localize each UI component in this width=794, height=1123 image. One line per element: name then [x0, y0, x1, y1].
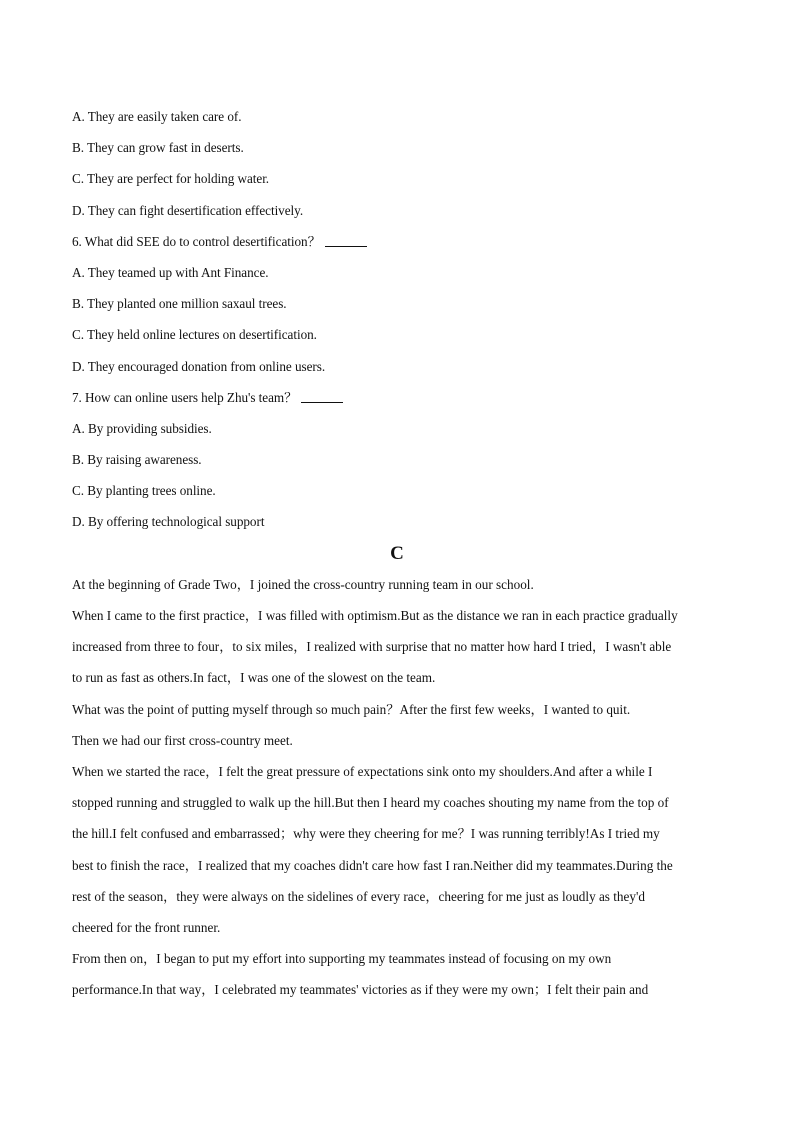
section-c-title: C [390, 542, 404, 564]
q7-option-b: B. By raising awareness. [72, 452, 202, 468]
passage-line: rest of the season，they were always on the sidelines of every race，cheering for me just as loudly as they'd [72, 888, 645, 904]
q7-option-c: C. By planting trees online. [72, 483, 216, 499]
passage-line: the hill.I felt confused and embarrassed；why were they cheering for me？I was running terribly!As I tried my [72, 826, 660, 842]
q6-question-text: 6. What did SEE do to control desertification？ [72, 233, 321, 249]
passage-line: When we started the race，I felt the great pressure of expectations sink onto my shoulders.And after a while I [72, 763, 653, 779]
q6-option-d: D. They encouraged donation from online users. [72, 358, 326, 374]
q6-option-b: B. They planted one million saxaul trees. [72, 296, 287, 312]
q7-question [72, 382, 722, 413]
q5-option-b: B. They can grow fast in deserts. [72, 140, 244, 156]
passage-line: cheered for the front runner. [72, 919, 221, 935]
passage-line: increased from three to four，to six miles，I realized with surprise that no matter how hard I tried，I wasn't able [72, 639, 672, 655]
passage-line: Then we had our first cross-country meet. [72, 732, 293, 748]
q6-option-c: C. They held online lectures on desertification. [72, 327, 317, 343]
q5-option-d: D. They can fight desertification effectively. [72, 202, 304, 218]
passage-line: At the beginning of Grade Two，I joined the cross-country running team in our school. [72, 576, 534, 592]
q5-option-a: A. They are easily taken care of. [72, 109, 242, 124]
document-content [72, 101, 722, 1005]
q7-option-a: A. By providing subsidies. [72, 420, 212, 436]
q7-answer-blank [301, 390, 343, 403]
passage-line: best to finish the race，I realized that my coaches didn't care how fast I ran.Neither did my teammates.During the [72, 857, 673, 873]
q6-option-a: A. They teamed up with Ant Finance. [72, 264, 269, 280]
passage-line: to run as fast as others.In fact，I was one of the slowest on the team. [72, 670, 436, 686]
q7-option-d: D. By offering technological support [72, 514, 265, 530]
passage-line: When I came to the first practice，I was filled with optimism.But as the distance we ran in each practice gradually [72, 608, 678, 623]
passage-line: performance.In that way，I celebrated my teammates' victories as if they were my own；I felt their pain and [72, 982, 649, 998]
q6-question [72, 226, 722, 257]
passage-line: What was the point of putting myself through so much pain？After the first few weeks，I wanted to quit. [72, 701, 631, 717]
passage-line: stopped running and struggled to walk up the hill.But then I heard my coaches shouting my name from the top of [72, 795, 669, 811]
passage-line: From then on，I began to put my effort into supporting my teammates instead of focusing on my own [72, 951, 612, 967]
q7-question-text: 7. How can online users help Zhu's team？ [72, 389, 298, 405]
q5-option-c: C. They are perfect for holding water. [72, 171, 270, 187]
q6-answer-blank [325, 234, 367, 247]
